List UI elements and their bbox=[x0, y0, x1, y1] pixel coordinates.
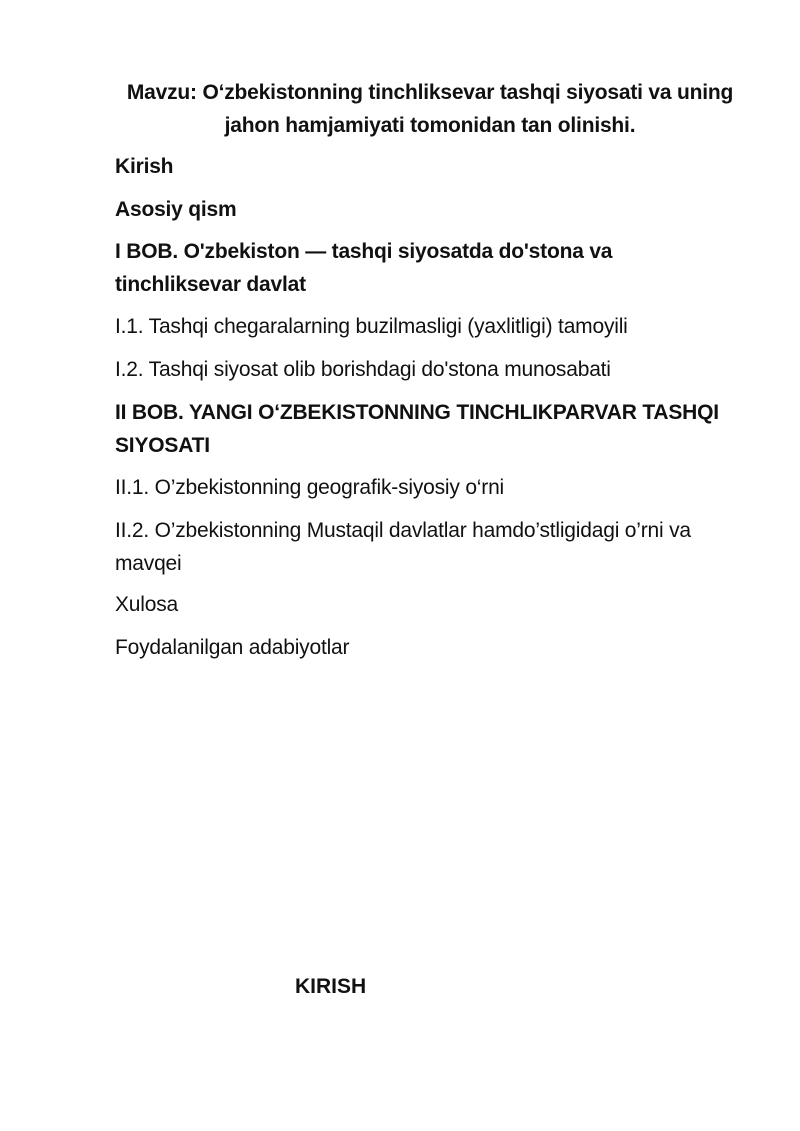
toc-item-xulosa: Xulosa bbox=[115, 593, 179, 616]
toc-item-section-2-2: II.2. O’zbekistonning Mustaqil davlatlar hamdo’stligidagi o’rni va mavqei bbox=[115, 519, 691, 575]
section-heading-kirish: KIRISH bbox=[295, 975, 367, 998]
toc-item-kirish: Kirish bbox=[115, 155, 174, 178]
title-line-2: jahon hamjamiyati tomonidan tan olinishi. bbox=[224, 114, 636, 137]
toc-item-chapter-1: I BOB. O'zbekiston — tashqi siyosatda do'stona va tinchliksevar davlat bbox=[115, 240, 613, 296]
toc-item-section-1-2: I.2. Tashqi siyosat olib borishdagi do'stona munosabati bbox=[115, 358, 611, 381]
toc-item-adabiyotlar: Foydalanilgan adabiyotlar bbox=[115, 636, 350, 659]
title-line-1: Mavzu: O‘zbekistonning tinchliksevar tashqi siyosati va uning bbox=[126, 81, 734, 104]
toc-item-section-2-1: II.1. O’zbekistonning geografik-siyosiy o‘rni bbox=[115, 476, 505, 499]
document-title bbox=[110, 76, 750, 142]
toc-item-section-1-1: I.1. Tashqi chegaralarning buzilmasligi (yaxlitligi) tamoyili bbox=[115, 315, 628, 338]
toc-item-chapter-2: II BOB. YANGI O‘ZBEKISTONNING TINCHLIKPARVAR TASHQI SIYOSATI bbox=[115, 401, 719, 457]
toc-item-asosiy-qism: Asosiy qism bbox=[115, 198, 237, 221]
